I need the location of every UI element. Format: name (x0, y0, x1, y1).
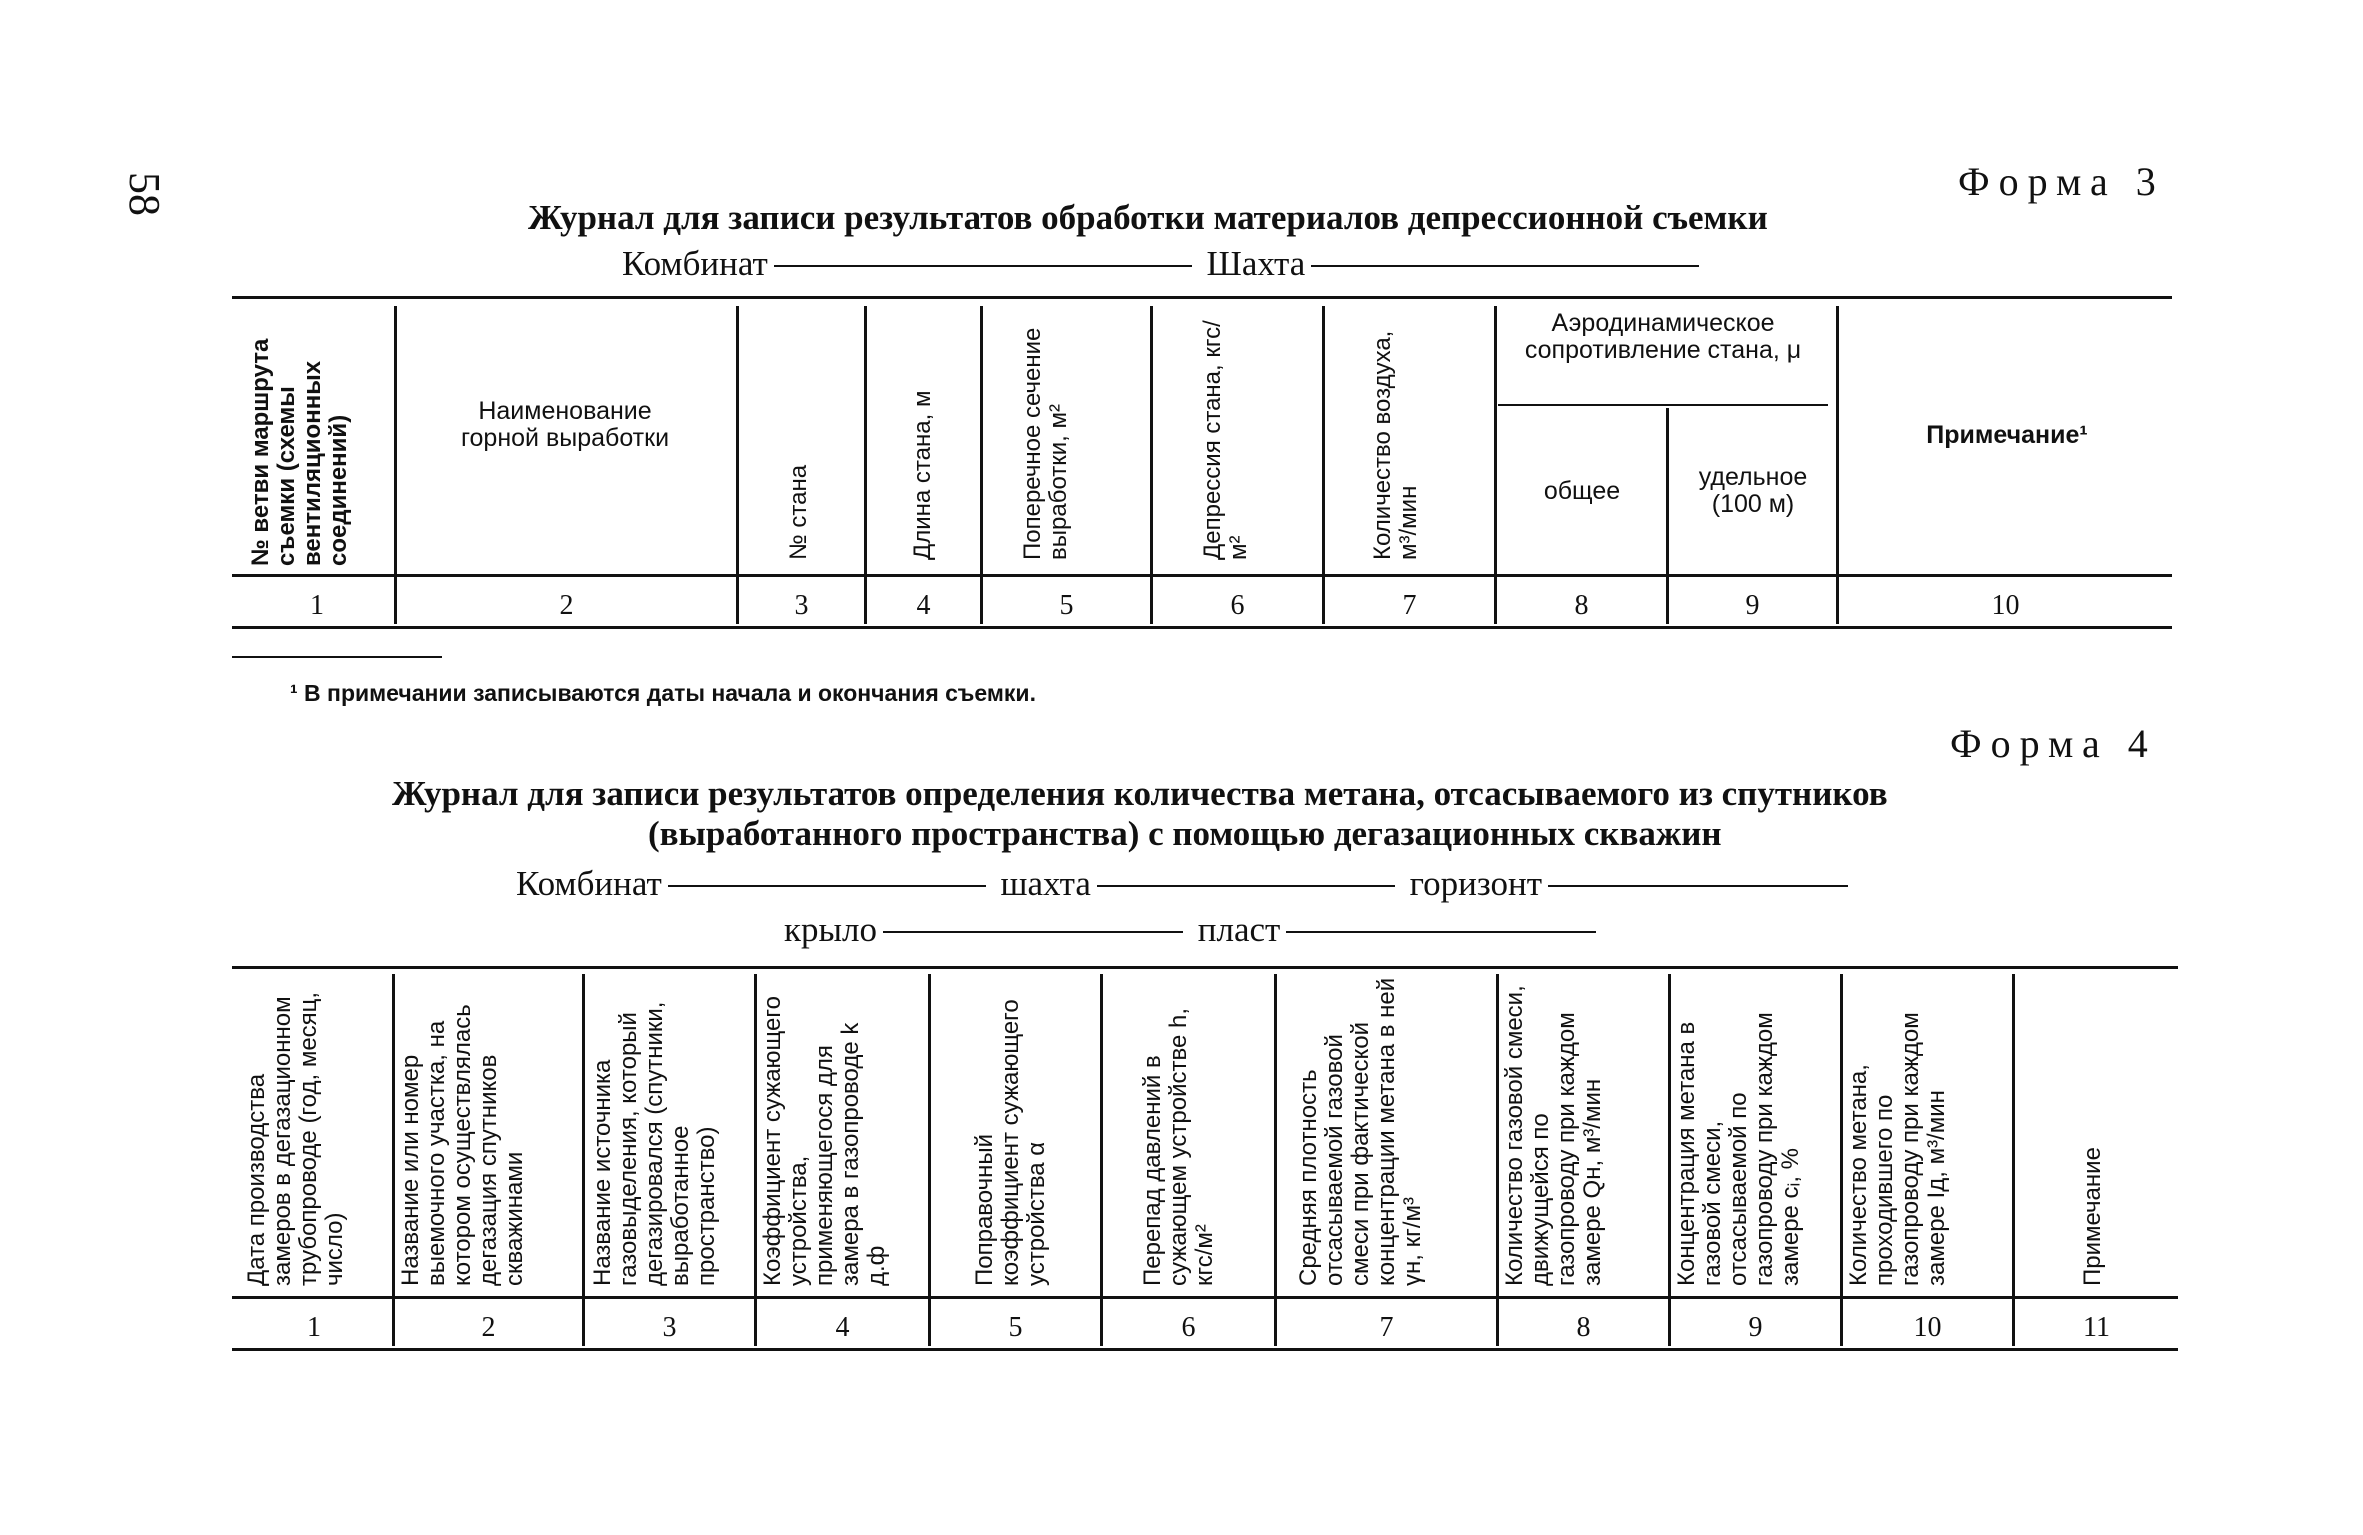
form3-vline (1494, 306, 1497, 624)
form3-col-number: 9 (1745, 590, 1760, 621)
form4-vline (1274, 974, 1277, 1346)
form3-vline (1150, 306, 1153, 624)
form4-wing-label: крыло (784, 910, 877, 949)
form3-col6-header: Депрессия стана, кгс/м² (1199, 320, 1252, 560)
form3-col7-header: Количество воздуха, м³/мин (1369, 330, 1422, 560)
footnote-rule (232, 656, 442, 658)
form4-col7-header: Средняя плотность отсасываемой газовой смеси при фактической концентрации метана в ней γн, кг/м³ (1295, 977, 1426, 1286)
form4-vline (1840, 974, 1843, 1346)
form4-col1-header: Дата производства замеров в дегазационном трубопроводе (год, месяц, число) (243, 991, 348, 1286)
form3-col-number: 7 (1402, 590, 1417, 621)
form3-col8-header: общее (1543, 477, 1621, 505)
form4-col-number: 10 (1913, 1312, 1942, 1343)
form4-vline (1496, 974, 1499, 1346)
form3-col-number: 2 (559, 590, 574, 621)
form4-combine-label: Комбинат (516, 864, 662, 903)
form3-vline (736, 306, 739, 624)
form4-col-number: 5 (1008, 1312, 1023, 1343)
form4-mine-label: шахта (1000, 864, 1091, 903)
form4-col-number: 9 (1748, 1312, 1763, 1343)
form3-col9-header: удельное (100 м) (1698, 463, 1808, 518)
form4-header-rule (232, 1296, 2178, 1299)
form4-col-number: 2 (481, 1312, 496, 1343)
form3-fill-line (622, 244, 1705, 284)
form4-table-top-rule (232, 966, 2178, 969)
form4-col-number: 11 (2083, 1312, 2110, 1343)
mine-blank (1311, 265, 1699, 267)
form3-combine-label: Комбинат (622, 244, 768, 283)
form4-table-bottom-rule (232, 1348, 2178, 1351)
form3-col3-header: № стана (785, 464, 812, 560)
form4-col3-header: Название источника газовыделения, который дегазировался (спутники, выработанное пространство) (589, 1001, 720, 1286)
form3-footnote: ¹ В примечании записываются даты начала и окончания съемки. (290, 680, 1036, 706)
form4-col-number: 1 (307, 1312, 321, 1343)
form3-col10-header: Примечание¹ (1926, 421, 2088, 449)
form3-vline (394, 306, 397, 624)
form4-col-number: 4 (835, 1312, 850, 1343)
form4-title-line1: Журнал для записи результатов определения количества метана, отсасываемого из спутников (392, 774, 1888, 813)
form3-vline (1836, 306, 1839, 624)
form3-header-rule (232, 574, 2172, 577)
form3-col5-header: Поперечное сечение выработки, м² (1019, 327, 1072, 560)
form4-col11-header: Примечание (2079, 1147, 2106, 1286)
form4-vline (754, 974, 757, 1346)
form3-col-number: 8 (1574, 590, 1589, 621)
form4-fill-line2 (784, 910, 1602, 950)
form3-vline (980, 306, 983, 624)
form3-mine-label: Шахта (1206, 244, 1306, 283)
form3-col-number: 5 (1059, 590, 1074, 621)
form4-col-number: 8 (1576, 1312, 1591, 1343)
form4-horizon-label: горизонт (1409, 864, 1543, 903)
form3-col1-header: № ветви маршрута съемки (схемы вентиляционных соединений) (247, 338, 352, 566)
mine-blank (1097, 885, 1395, 887)
form4-col4-header: Коэффициент сужающего устройства, применяющегося для замера в газопроводе k д.ф (759, 996, 890, 1286)
horizon-blank (1548, 885, 1848, 887)
form3-vline (1322, 306, 1325, 624)
form4-vline (392, 974, 395, 1346)
form4-seam-label: пласт (1197, 910, 1281, 949)
seam-blank (1286, 931, 1596, 933)
form3-col-number: 4 (916, 590, 931, 621)
form4-col6-header: Перепад давлений в сужающем устройстве h, кгс/м² (1139, 1008, 1218, 1286)
form4-vline (2012, 974, 2015, 1346)
combine-blank (774, 265, 1192, 267)
form3-col-number: 6 (1230, 590, 1245, 621)
form3-col2-header: Наименование горной выработки (460, 397, 670, 452)
form3-col-number: 1 (310, 590, 324, 621)
form3-aero-subrule (1498, 404, 1828, 406)
form4-vline (928, 974, 931, 1346)
form3-table-bottom-rule (232, 626, 2172, 629)
form4-vline (1668, 974, 1671, 1346)
form3-col-number: 10 (1991, 590, 2020, 621)
form4-col8-header: Количество газовой смеси, движущейся по газопроводу при каждом замере Qн, м³/мин (1501, 985, 1606, 1286)
form4-col-number: 3 (662, 1312, 677, 1343)
form3-aero-header: Аэродинамическое сопротивление стана, μ (1524, 309, 1802, 364)
form4-label: Форма 4 (1950, 721, 2157, 766)
form4-vline (1100, 974, 1103, 1346)
form4-col5-header: Поправочный коэффициент сужающего устройства α (971, 999, 1050, 1286)
form3-label: Форма 3 (1958, 159, 2165, 204)
combine-blank (668, 885, 986, 887)
form3-col-number: 3 (794, 590, 809, 621)
form3-vline (864, 306, 867, 624)
form3-table-top-rule (232, 296, 2172, 299)
form4-col-number: 7 (1379, 1312, 1394, 1343)
form4-col2-header: Название или номер выемочного участка, на котором осуществлялась дегазация спутников скважинами (397, 1004, 528, 1286)
page-number: 58 (120, 172, 169, 216)
form3-title: Журнал для записи результатов обработки материалов депрессионной съемки (528, 198, 1768, 237)
form4-vline (582, 974, 585, 1346)
form4-col9-header: Концентрация метана в газовой смеси, отсасываемой по газопроводу при каждом замере cᵢ, % (1673, 1012, 1804, 1286)
form4-col10-header: Количество метана, проходившего по газопроводу при каждом замере Iд, м³/мин (1845, 1012, 1950, 1286)
form4-fill-line1 (516, 864, 1854, 904)
form4-title-line2: (выработанного пространства) с помощью дегазационных скважин (648, 814, 1722, 853)
form3-col4-header: Длина стана, м (909, 390, 936, 560)
wing-blank (883, 931, 1183, 933)
form4-col-number: 6 (1181, 1312, 1196, 1343)
